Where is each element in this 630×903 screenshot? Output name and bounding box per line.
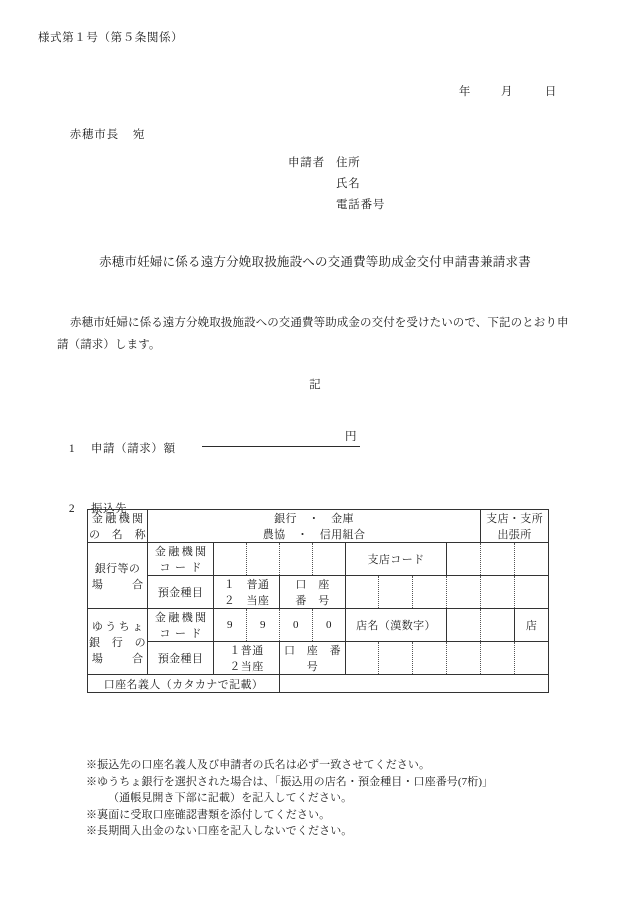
applicant-label: 申請者 — [288, 157, 325, 169]
transfer-item-number: 2 — [68, 502, 76, 515]
cell-bank-case-label — [88, 543, 148, 609]
cell-yucho-account-digit-4[interactable] — [447, 642, 481, 675]
cell-yucho-store-cell-2[interactable] — [481, 609, 515, 642]
addressee-suffix: 宛 — [132, 128, 146, 141]
applicant-row-name — [288, 174, 385, 195]
bank-deposit-option-1: １ 普通 — [223, 579, 270, 591]
applicant-address-label: 住所 — [336, 157, 361, 169]
cell-institution-type[interactable] — [148, 510, 481, 543]
bank-account-label-line2: 番 号 — [295, 595, 330, 607]
date-line — [445, 75, 557, 110]
applicant-row-phone — [288, 195, 385, 216]
cell-yucho-code-digit-2: 9 — [247, 609, 280, 642]
cell-yucho-store-cell-1[interactable] — [447, 609, 481, 642]
cell-bank-account-digit-4[interactable] — [447, 576, 481, 609]
cell-yucho-code-digit-4: 0 — [313, 609, 346, 642]
cell-branch-type[interactable] — [481, 510, 549, 543]
cell-yucho-case-label — [88, 609, 148, 675]
institution-type-line1: 銀行 ・ 金庫 — [274, 513, 354, 525]
cell-yucho-account-label: 口 座 番 号 — [280, 642, 346, 675]
cell-bank-account-digit-2[interactable] — [379, 576, 413, 609]
form-number: 様式第１号（第５条関係） — [38, 32, 184, 44]
yucho-case-label-line1: ゆうちょ — [91, 620, 146, 633]
cell-branch-code-digit-3[interactable] — [515, 543, 549, 576]
cell-bank-account-label — [280, 576, 346, 609]
amount-label: 申請（請求）額 — [90, 442, 176, 455]
yucho-deposit-option-1: １普通 — [229, 645, 264, 657]
footnote-1: ※振込先の口座名義人及び申請者の氏名は必ず一致させてください。 — [86, 759, 431, 771]
transfer-label: 振込先 — [90, 502, 128, 515]
footnote-4: ※長期間入出金のない口座を記入しないでください。 — [86, 825, 353, 837]
ki-mark: 記 — [309, 379, 321, 391]
applicant-row-address — [288, 153, 385, 174]
cell-bank-code-digit-3[interactable] — [280, 543, 313, 576]
cell-yucho-store-label: 店名（漢数字） — [346, 609, 447, 642]
date-month-label: 月 — [500, 85, 514, 98]
cell-bank-code-digit-1[interactable] — [214, 543, 247, 576]
cell-bank-code-digit-4[interactable] — [313, 543, 346, 576]
cell-yucho-store-suffix: 店 — [515, 609, 549, 642]
bank-deposit-option-2: ２ 当座 — [223, 595, 270, 607]
bank-code-label-line1: 金融機関 — [154, 546, 209, 558]
bank-case-label-line2: 場 合 — [91, 578, 146, 591]
cell-yucho-account-digit-3[interactable] — [413, 642, 447, 675]
yucho-code-label-line2: コード — [159, 628, 206, 640]
document-title: 赤穂市妊婦に係る遠方分娩取扱施設への交通費等助成金交付申請書兼請求書 — [99, 255, 531, 269]
yucho-case-label-line3: 場 合 — [91, 652, 146, 665]
cell-bank-account-digit-1[interactable] — [346, 576, 379, 609]
footnote-3: ※裏面に受取口座確認書類を添付してください。 — [86, 808, 331, 821]
institution-name-label-line2: の 名 称 — [89, 529, 146, 541]
bank-account-label-line1: 口 座 — [295, 579, 330, 591]
cell-branch-code-digit-2[interactable] — [481, 543, 515, 576]
cell-bank-account-digit-5[interactable] — [481, 576, 515, 609]
date-day-label: 日 — [544, 85, 558, 98]
cell-bank-account-digit-3[interactable] — [413, 576, 447, 609]
bank-code-label-line2: コード — [159, 562, 206, 574]
footnote-2: ※ゆうちょ銀行を選択された場合は、「振込用の店名・預金種目・口座番号(7桁)」 — [86, 775, 494, 788]
footnotes — [86, 757, 493, 840]
cell-account-holder-label: 口座名義人（カタカナで記載） — [88, 675, 280, 693]
cell-yucho-code-digit-1: 9 — [214, 609, 247, 642]
institution-type-line2: 農協 ・ 信用組合 — [262, 529, 366, 541]
applicant-name-label: 氏名 — [336, 178, 361, 190]
bank-case-label-line1: 銀行等の — [94, 562, 141, 575]
cell-bank-code-label — [148, 543, 214, 576]
bank-transfer-table — [87, 509, 549, 693]
amount-row — [55, 432, 176, 467]
cell-yucho-deposit-label: 預金種目 — [148, 642, 214, 675]
cell-branch-code-label: 支店コード — [346, 543, 447, 576]
applicant-block — [288, 153, 385, 216]
branch-type-line2: 出張所 — [497, 529, 532, 541]
branch-type-line1: 支店・支所 — [486, 513, 544, 525]
cell-yucho-account-digit-2[interactable] — [379, 642, 413, 675]
cell-account-holder-value[interactable] — [280, 675, 549, 693]
cell-branch-code-digit-1[interactable] — [447, 543, 481, 576]
cell-yucho-deposit-options[interactable] — [214, 642, 280, 675]
cell-institution-name-label — [88, 510, 148, 543]
yucho-code-label-line1: 金融機関 — [154, 612, 209, 624]
cell-yucho-account-digit-6[interactable] — [515, 642, 549, 675]
cell-yucho-account-digit-5[interactable] — [481, 642, 515, 675]
date-year-label: 年 — [458, 85, 472, 98]
institution-name-label-line1: 金融機関 — [91, 513, 146, 525]
cell-bank-deposit-options[interactable] — [214, 576, 280, 609]
body-paragraph: 赤穂市妊婦に係る遠方分娩取扱施設への交通費等助成金の交付を受けたいので、下記のとおり申請（請求）します。 — [57, 317, 569, 351]
yucho-deposit-option-2: ２当座 — [229, 661, 264, 673]
footnote-2-continued: （通帳見開き下部に記載）を記入してください。 — [108, 792, 353, 804]
addressee-name: 赤穂市長 — [69, 128, 119, 141]
cell-bank-account-digit-6[interactable] — [515, 576, 549, 609]
cell-yucho-code-digit-3: 0 — [280, 609, 313, 642]
yucho-case-label-line2: 銀 行 の — [89, 636, 146, 649]
addressee — [55, 118, 145, 153]
amount-unit: 円 — [345, 431, 357, 443]
cell-bank-deposit-label: 預金種目 — [148, 576, 214, 609]
cell-bank-code-digit-2[interactable] — [247, 543, 280, 576]
applicant-phone-label: 電話番号 — [336, 199, 386, 211]
cell-yucho-code-label — [148, 609, 214, 642]
amount-input-blank[interactable] — [202, 432, 360, 447]
amount-item-number: 1 — [68, 442, 76, 455]
